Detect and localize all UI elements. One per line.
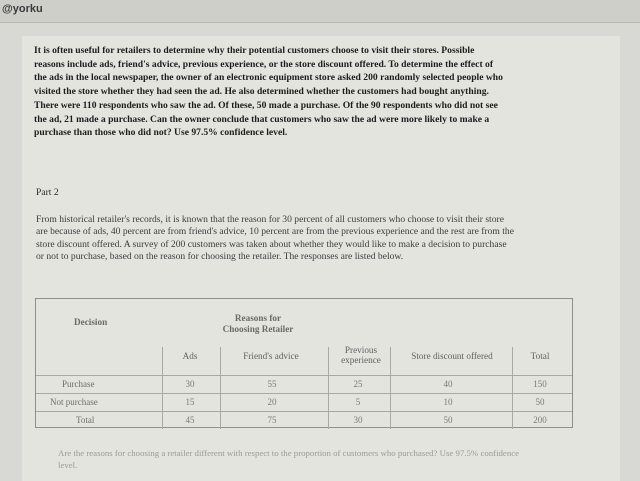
column-header-total: Total bbox=[530, 351, 550, 361]
column-header-store-discount: Store discount offered bbox=[411, 351, 493, 361]
table-row-divider bbox=[36, 393, 572, 394]
column-header-friends-advice: Friend's advice bbox=[243, 351, 299, 361]
table-row-divider bbox=[36, 411, 572, 412]
table-cell: 20 bbox=[267, 397, 277, 407]
table-cell: 50 bbox=[443, 415, 453, 425]
top-bar bbox=[0, 0, 640, 23]
table-divider bbox=[512, 347, 513, 429]
table-cell: 55 bbox=[267, 379, 277, 389]
document-page bbox=[22, 36, 620, 481]
question-2-text: From historical retailer's records, it is known that the reason for 30 percent of all customers who choose to visit their store are because of ads, 40 percent are from friend's advice, 10 percent are from the previous experience and the rest are from the store discount offered. A survey of 200 customers was taken about whether they would like to make a decision to purchase or not to purchase, based on the reason for choosing the retailer. The responses are listed below. bbox=[36, 214, 514, 262]
table-cell: 30 bbox=[353, 415, 363, 425]
table-divider bbox=[328, 347, 329, 429]
table-divider bbox=[220, 347, 221, 429]
table-cell: 5 bbox=[355, 397, 361, 407]
decision-header: Decision bbox=[74, 317, 108, 327]
table-cell: 30 bbox=[185, 379, 195, 389]
table-cell: 40 bbox=[443, 379, 453, 389]
part-2-heading: Part 2 bbox=[36, 187, 59, 198]
table-row-divider bbox=[36, 375, 572, 376]
table-divider bbox=[162, 347, 163, 429]
table-cell: 45 bbox=[185, 415, 195, 425]
table-cell: 75 bbox=[267, 415, 277, 425]
survey-table bbox=[35, 298, 573, 428]
table-cell: 150 bbox=[533, 379, 547, 389]
reasons-header: Reasons for Choosing Retailer bbox=[222, 313, 294, 334]
brand-logo: @yorku bbox=[2, 3, 43, 15]
column-header-previous-experience: Previous experience bbox=[341, 345, 381, 365]
table-divider bbox=[390, 347, 391, 429]
table-cell: 50 bbox=[535, 397, 545, 407]
table-cell: 200 bbox=[533, 415, 547, 425]
table-cell: 25 bbox=[353, 379, 363, 389]
row-label-not-purchase: Not purchase bbox=[50, 397, 98, 407]
column-header-ads: Ads bbox=[182, 351, 198, 361]
row-label-purchase: Purchase bbox=[62, 379, 95, 389]
question-1-text: It is often useful for retailers to determine why their potential customers choose to visit their stores. Possible reasons include ads, friend's advice, previous experience, or the store discount offered. To determine the effect of the ads in the local newspaper, the owner of an electronic equipment store asked 200 randomly selected people who visited the store whether they had seen the ad. He also determined whether the customers had bought anything. There were 110 respondents who saw the ad. Of these, 50 made a purchase. Of the 90 respondents who did not see the ad, 21 made a purchase. Can the owner conclude that customers who saw the ad were more likely to make a purchase than those who did not? Use 97.5% confidence level. bbox=[34, 45, 503, 139]
question-3-text: Are the reasons for choosing a retailer different with respect to the proportion of customers who purchased? Use 97.5% confidence level. bbox=[58, 448, 520, 470]
row-label-total: Total bbox=[76, 415, 95, 425]
table-cell: 15 bbox=[185, 397, 195, 407]
table-cell: 10 bbox=[443, 397, 453, 407]
